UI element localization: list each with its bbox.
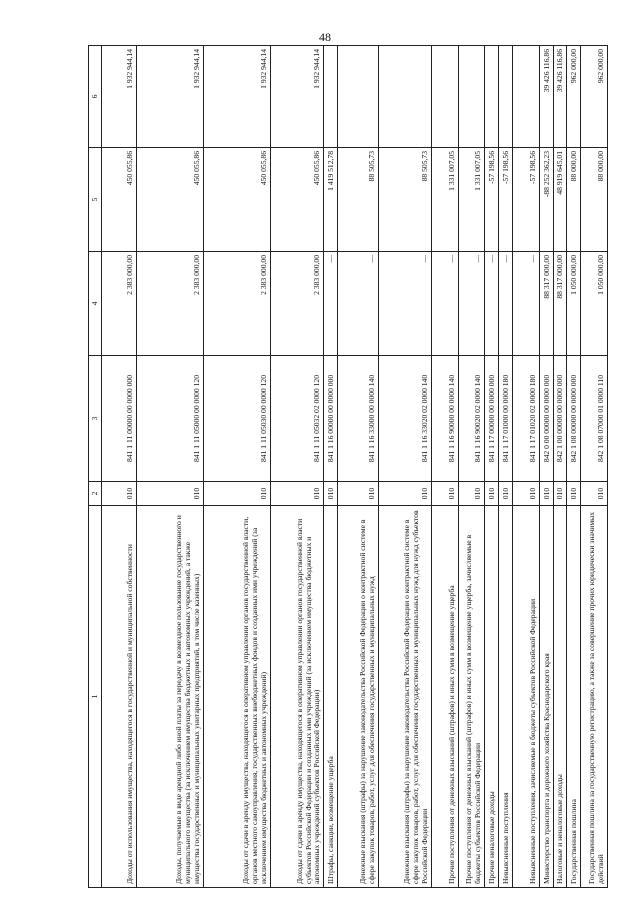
row-name-cell: Невыясненные поступления <box>499 506 513 888</box>
row-kbk-cell: 841 1 11 05032 02 0000 120 <box>271 356 324 482</box>
row-col4-value: — <box>458 252 485 356</box>
table-row <box>567 46 581 888</box>
row-col6-value: 962 000,00 <box>581 46 608 148</box>
row-col6-value: 962 000,00 <box>567 46 581 148</box>
row-code-cell: 010 <box>485 482 499 506</box>
row-col5-value: 88 505,73 <box>378 148 431 252</box>
row-code-cell: 010 <box>458 482 485 506</box>
row-col5-value: -88 252 362,23 <box>539 148 553 252</box>
row-kbk-cell: 841 1 11 05000 00 0000 120 <box>136 356 203 482</box>
table-row <box>553 46 567 888</box>
table-row <box>485 46 499 888</box>
row-code-cell: 010 <box>203 482 270 506</box>
row-col4-value: — <box>485 252 499 356</box>
row-kbk-cell: 841 1 16 90000 00 0000 140 <box>432 356 459 482</box>
row-col5-value: 450 055,86 <box>271 148 324 252</box>
row-kbk-cell: 842 1 08 07000 01 0000 110 <box>581 356 608 482</box>
row-kbk-cell: 841 1 16 33000 00 0000 140 <box>338 356 379 482</box>
row-col5-value: 450 055,86 <box>136 148 203 252</box>
table-row <box>499 46 513 888</box>
row-name-cell: Прочие поступления от денежных взысканий (штрафов) и иных сумм в возмещение ущерба <box>432 506 459 888</box>
row-code-cell: 010 <box>378 482 431 506</box>
rotated-table-wrapper <box>88 46 608 888</box>
row-name-cell: Министерство транспорта и дорожного хозяйства Краснодарского края <box>539 506 553 888</box>
row-code-cell: 010 <box>324 482 338 506</box>
row-col5-value: 48 919 645,01 <box>553 148 567 252</box>
row-kbk-cell: 841 1 16 90020 02 0000 140 <box>458 356 485 482</box>
row-name-cell: Доходы от сдачи в аренду имущества, находящегося в оперативном управлении органов государственной власти, органов местного самоуправления, государственных внебюджетных фондов и созданных ими учреждений (за исключением имущества бюджетных и автономных учреждений) <box>203 506 270 888</box>
row-col5-value: 88 000,00 <box>581 148 608 252</box>
row-name-cell: Государственная пошлина <box>567 506 581 888</box>
table-row <box>324 46 338 888</box>
row-col4-value: 2 383 000,00 <box>271 252 324 356</box>
row-col4-value: — <box>499 252 513 356</box>
row-code-cell: 010 <box>539 482 553 506</box>
row-code-cell: 010 <box>499 482 513 506</box>
row-name-cell: Прочие поступления от денежных взысканий (штрафов) и иных сумм в возмещение ущерба, зачисляемые в бюджеты субъектов Российской Федерации <box>458 506 485 888</box>
row-name-cell: Доходы от использования имущества, находящегося в государственной и муниципальной собственности <box>102 506 137 888</box>
row-col4-value: 2 383 000,00 <box>136 252 203 356</box>
table-body <box>102 46 608 888</box>
table-header-row <box>89 46 102 888</box>
row-col4-value: 1 050 000,00 <box>581 252 608 356</box>
row-code-cell: 010 <box>102 482 137 506</box>
column-header: 1 <box>89 506 102 888</box>
row-col4-value: 88 317 000,00 <box>553 252 567 356</box>
row-col5-value: 88 505,73 <box>338 148 379 252</box>
table-row <box>539 46 553 888</box>
row-code-cell: 010 <box>136 482 203 506</box>
row-col6-value: 39 426 116,86 <box>539 46 553 148</box>
row-col6-value <box>513 46 540 148</box>
row-code-cell: 010 <box>581 482 608 506</box>
row-col4-value: — <box>324 252 338 356</box>
row-col4-value: 88 317 000,00 <box>539 252 553 356</box>
row-kbk-cell: 841 1 11 05030 00 0000 120 <box>203 356 270 482</box>
table-row <box>338 46 379 888</box>
row-kbk-cell: 842 1 08 00000 00 0000 000 <box>567 356 581 482</box>
row-col6-value <box>499 46 513 148</box>
row-kbk-cell: 841 1 17 01020 02 0000 180 <box>513 356 540 482</box>
row-name-cell: Штрафы, санкции, возмещение ущерба <box>324 506 338 888</box>
row-name-cell: Доходы, получаемые в виде арендной либо иной платы за передачу в возмездное пользование государственного и муниципального имущества (за исключением имущества бюджетных и автономных учреждений, а также имущества государственных и муниципальных унитарных предприятий, в том числе казенных) <box>136 506 203 888</box>
table-row <box>136 46 203 888</box>
column-header: 2 <box>89 482 102 506</box>
row-col5-value: 88 000,00 <box>567 148 581 252</box>
row-code-cell: 010 <box>553 482 567 506</box>
table-row <box>102 46 137 888</box>
row-col6-value <box>485 46 499 148</box>
row-col5-value: -57 198,56 <box>485 148 499 252</box>
row-kbk-cell: 841 1 17 00000 00 0000 000 <box>485 356 499 482</box>
column-header: 6 <box>89 46 102 148</box>
row-col6-value <box>338 46 379 148</box>
table-row <box>581 46 608 888</box>
table-row <box>513 46 540 888</box>
row-code-cell: 010 <box>567 482 581 506</box>
row-kbk-cell: 841 1 11 00000 00 0000 000 <box>102 356 137 482</box>
row-col5-value: 450 055,86 <box>102 148 137 252</box>
row-col6-value: 1 932 944,14 <box>136 46 203 148</box>
row-kbk-cell: 842 0 00 00000 00 0000 000 <box>539 356 553 482</box>
row-col4-value: — <box>432 252 459 356</box>
row-col6-value: 1 932 944,14 <box>203 46 270 148</box>
row-name-cell: Налоговые и неналоговые доходы <box>553 506 567 888</box>
row-name-cell: Прочие неналоговые доходы <box>485 506 499 888</box>
row-code-cell: 010 <box>338 482 379 506</box>
column-header: 3 <box>89 356 102 482</box>
table-row <box>271 46 324 888</box>
row-col4-value: — <box>513 252 540 356</box>
row-col6-value: 39 426 116,86 <box>553 46 567 148</box>
row-kbk-cell: 841 1 16 00000 00 0000 000 <box>324 356 338 482</box>
row-col6-value <box>378 46 431 148</box>
row-name-cell: Денежные взыскания (штрафы) за нарушение законодательства Российской Федерации о контрактной системе в сфере закупок товаров, работ, услуг для обеспечения государственных и муниципальных нужд <box>338 506 379 888</box>
row-col4-value: — <box>338 252 379 356</box>
row-kbk-cell: 841 1 17 01000 00 0000 180 <box>499 356 513 482</box>
row-col5-value: -57 198,56 <box>499 148 513 252</box>
row-col6-value <box>324 46 338 148</box>
column-header: 4 <box>89 252 102 356</box>
row-col6-value: 1 932 944,14 <box>271 46 324 148</box>
row-col5-value: 1 331 007,05 <box>458 148 485 252</box>
row-col6-value: 1 932 944,14 <box>102 46 137 148</box>
row-col5-value: 1 419 512,78 <box>324 148 338 252</box>
row-col4-value: — <box>378 252 431 356</box>
table-row <box>432 46 459 888</box>
budget-table <box>88 45 608 888</box>
row-col5-value: 450 055,86 <box>203 148 270 252</box>
row-kbk-cell: 842 1 00 00000 00 0000 000 <box>553 356 567 482</box>
column-header: 5 <box>89 148 102 252</box>
row-col5-value: -57 198,56 <box>513 148 540 252</box>
table-row <box>203 46 270 888</box>
row-col6-value <box>458 46 485 148</box>
row-col6-value <box>432 46 459 148</box>
table-row <box>458 46 485 888</box>
row-kbk-cell: 841 1 16 33020 02 0000 140 <box>378 356 431 482</box>
row-name-cell: Доходы от сдачи в аренду имущества, находящегося в оперативном управлении органов государственной власти субъектов Российской Федерации и созданных ими учреждений (за исключением имущества бюджетных и автономных учреждений субъектов Российской Федерации) <box>271 506 324 888</box>
table-row <box>378 46 431 888</box>
row-col4-value: 2 383 000,00 <box>203 252 270 356</box>
row-col5-value: 1 331 007,05 <box>432 148 459 252</box>
row-name-cell: Невыясненные поступления, зачисляемые в бюджеты субъектов Российской Федерации <box>513 506 540 888</box>
row-col4-value: 2 383 000,00 <box>102 252 137 356</box>
row-code-cell: 010 <box>271 482 324 506</box>
row-name-cell: Государственная пошлина за государственную регистрацию, а также за совершение прочих юридически значимых действий <box>581 506 608 888</box>
page-number: 48 <box>319 30 331 44</box>
row-code-cell: 010 <box>513 482 540 506</box>
row-col4-value: 1 050 000,00 <box>567 252 581 356</box>
row-name-cell: Денежные взыскания (штрафы) за нарушение законодательства Российской Федерации о контрактной системе в сфере закупок товаров, работ, услуг для обеспечения государственных и муниципальных нужд для нужд субъектов Российской Федерации <box>378 506 431 888</box>
row-code-cell: 010 <box>432 482 459 506</box>
